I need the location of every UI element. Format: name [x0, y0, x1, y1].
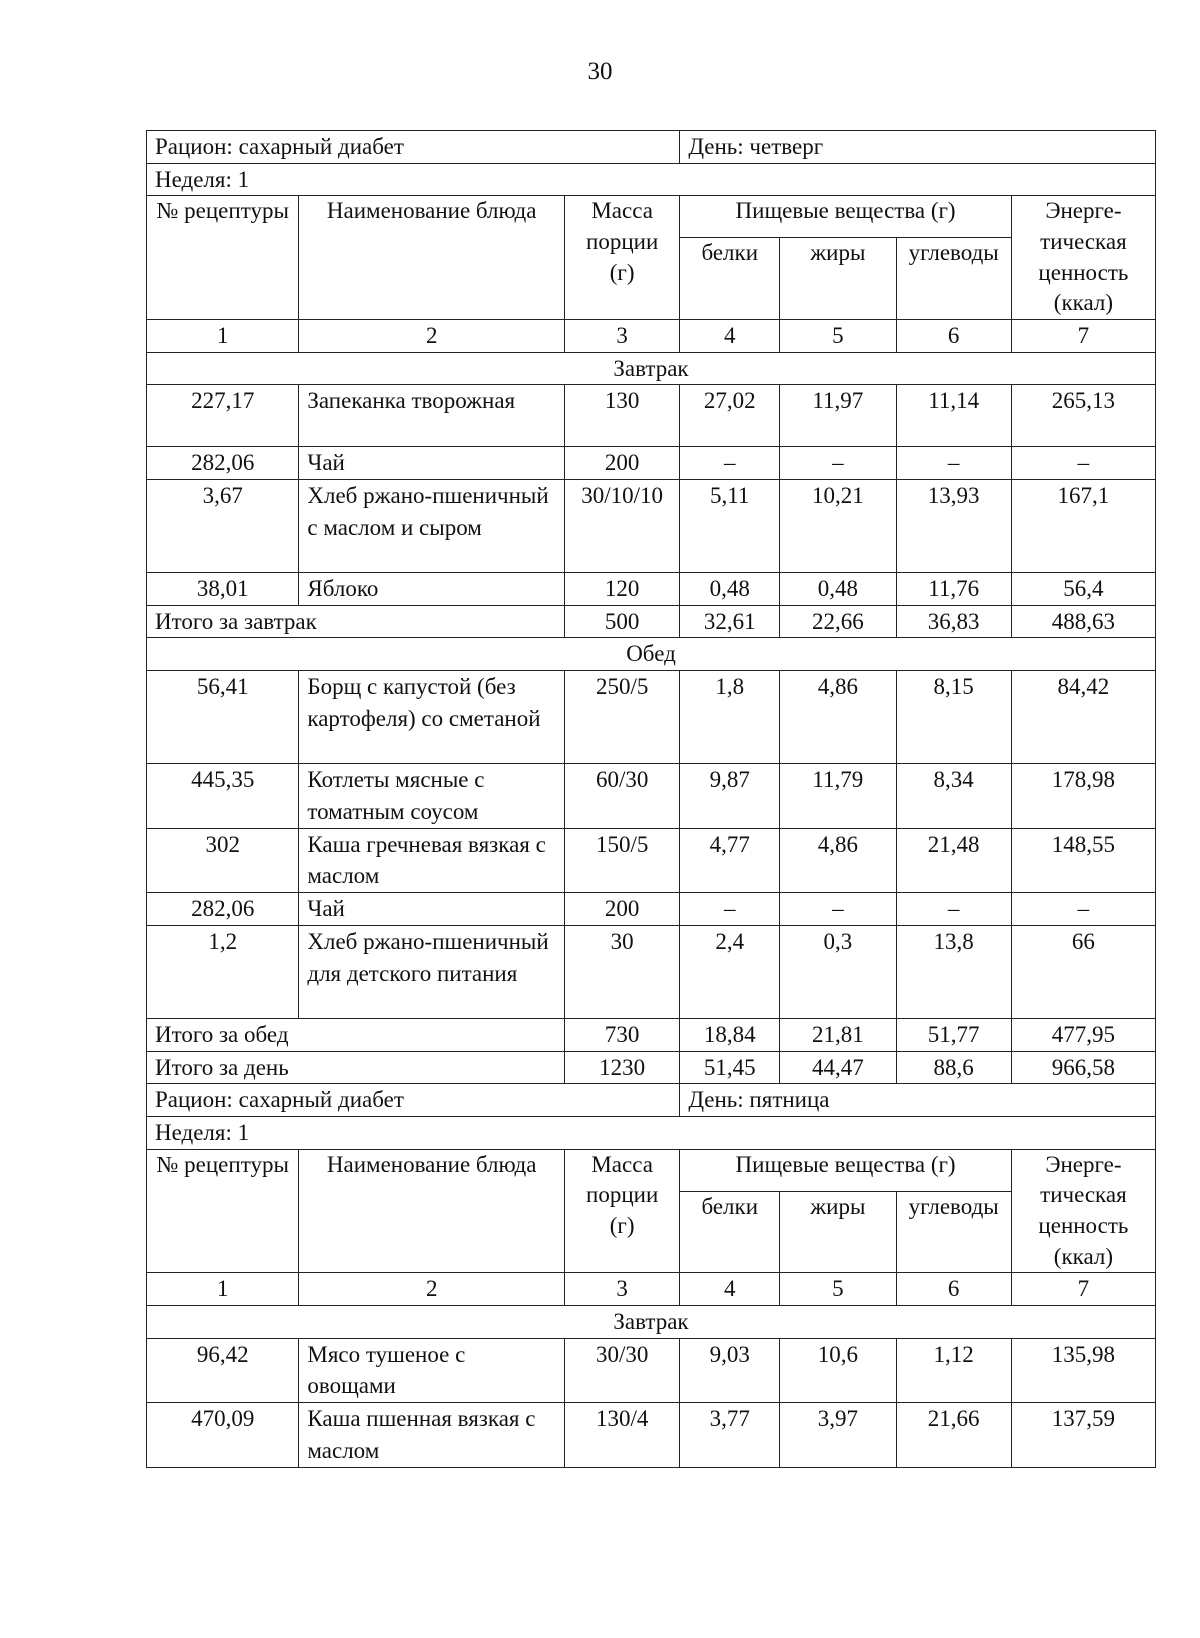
column-number: 4 [680, 319, 780, 352]
value-carbs: – [896, 893, 1011, 926]
header-nutrients: Пищевые вещества (г) [680, 196, 1012, 238]
meal-heading: Завтрак [147, 352, 1156, 385]
column-number: 2 [299, 1273, 565, 1306]
header-carbs: углеводы [896, 1191, 1011, 1273]
value-fat: 4,86 [780, 828, 896, 892]
value-fat: 10,21 [780, 479, 896, 572]
recipe-number: 470,09 [147, 1403, 299, 1467]
day-total-energy: 966,58 [1011, 1051, 1155, 1084]
dish-name: Чай [299, 447, 565, 480]
value-carbs: 21,66 [896, 1403, 1011, 1467]
value-fat: 11,97 [780, 385, 896, 447]
dish-name: Борщ с капустой (без картофеля) со сметаной [299, 671, 565, 764]
portion-mass: 60/30 [565, 764, 680, 828]
dish-row [147, 828, 1156, 892]
day-total-row [147, 1051, 1156, 1084]
value-energy: 66 [1011, 925, 1155, 1018]
header-dish-name: Наименование блюда [299, 196, 565, 319]
total-mass: 500 [565, 605, 680, 638]
dish-name: Котлеты мясные с томатным соусом [299, 764, 565, 828]
column-number: 7 [1011, 319, 1155, 352]
meal-heading: Обед [147, 638, 1156, 671]
column-number: 2 [299, 319, 565, 352]
portion-mass: 30/10/10 [565, 479, 680, 572]
value-carbs: 13,93 [896, 479, 1011, 572]
recipe-number: 38,01 [147, 572, 299, 605]
header-protein: белки [680, 238, 780, 320]
value-protein: 2,4 [680, 925, 780, 1018]
value-fat: 0,3 [780, 925, 896, 1018]
portion-mass: 30/30 [565, 1338, 680, 1402]
portion-mass: 130 [565, 385, 680, 447]
recipe-number: 56,41 [147, 671, 299, 764]
header-fat: жиры [780, 1191, 896, 1273]
diet-menu-table [146, 130, 1156, 1468]
column-number: 5 [780, 319, 896, 352]
day-label: День: пятница [680, 1084, 1156, 1117]
value-carbs: 1,12 [896, 1338, 1011, 1402]
day-total-label: Итого за день [147, 1051, 565, 1084]
diet-info-row [147, 131, 1156, 164]
dish-row [147, 671, 1156, 764]
value-energy: 167,1 [1011, 479, 1155, 572]
portion-mass: 250/5 [565, 671, 680, 764]
header-recipe-no: № рецептуры [147, 1149, 299, 1272]
value-carbs: 21,48 [896, 828, 1011, 892]
column-number: 4 [680, 1273, 780, 1306]
dish-row [147, 447, 1156, 480]
header-protein: белки [680, 1191, 780, 1273]
recipe-number: 282,06 [147, 893, 299, 926]
column-number-row [147, 1273, 1156, 1306]
total-protein: 32,61 [680, 605, 780, 638]
portion-mass: 30 [565, 925, 680, 1018]
value-energy: 265,13 [1011, 385, 1155, 447]
column-number: 3 [565, 1273, 680, 1306]
value-protein: 27,02 [680, 385, 780, 447]
header-energy: Энерге-тическая ценность (ккал) [1011, 196, 1155, 319]
total-fat: 21,81 [780, 1018, 896, 1051]
dish-name: Хлеб ржано-пшеничный с маслом и сыром [299, 479, 565, 572]
column-number: 1 [147, 1273, 299, 1306]
header-fat: жиры [780, 238, 896, 320]
value-protein: 4,77 [680, 828, 780, 892]
meal-total-label: Итого за завтрак [147, 605, 565, 638]
portion-mass: 120 [565, 572, 680, 605]
recipe-number: 302 [147, 828, 299, 892]
value-carbs: 8,15 [896, 671, 1011, 764]
day-label: День: четверг [680, 131, 1156, 164]
meal-total-row [147, 1018, 1156, 1051]
total-energy: 488,63 [1011, 605, 1155, 638]
dish-row [147, 925, 1156, 1018]
day-total-protein: 51,45 [680, 1051, 780, 1084]
recipe-number: 3,67 [147, 479, 299, 572]
day-total-mass: 1230 [565, 1051, 680, 1084]
value-energy: 148,55 [1011, 828, 1155, 892]
value-protein: 1,8 [680, 671, 780, 764]
value-energy: – [1011, 893, 1155, 926]
dish-row [147, 1338, 1156, 1402]
total-fat: 22,66 [780, 605, 896, 638]
column-number: 6 [896, 319, 1011, 352]
total-energy: 477,95 [1011, 1018, 1155, 1051]
dish-name: Чай [299, 893, 565, 926]
dish-name: Каша гречневая вязкая с маслом [299, 828, 565, 892]
recipe-number: 96,42 [147, 1338, 299, 1402]
value-carbs: 11,14 [896, 385, 1011, 447]
column-number: 1 [147, 319, 299, 352]
value-protein: – [680, 447, 780, 480]
meal-heading: Завтрак [147, 1305, 1156, 1338]
value-fat: – [780, 893, 896, 926]
value-fat: 11,79 [780, 764, 896, 828]
header-portion-mass: Масса порции (г) [565, 196, 680, 319]
value-protein: – [680, 893, 780, 926]
portion-mass: 200 [565, 893, 680, 926]
week-label: Неделя: 1 [147, 1117, 1156, 1150]
diet-label: Рацион: сахарный диабет [147, 131, 680, 164]
portion-mass: 200 [565, 447, 680, 480]
header-energy: Энерге-тическая ценность (ккал) [1011, 1149, 1155, 1272]
value-protein: 5,11 [680, 479, 780, 572]
meal-heading-row [147, 1305, 1156, 1338]
dish-name: Яблоко [299, 572, 565, 605]
value-protein: 9,03 [680, 1338, 780, 1402]
value-fat: 4,86 [780, 671, 896, 764]
column-number: 3 [565, 319, 680, 352]
header-carbs: углеводы [896, 238, 1011, 320]
week-row [147, 163, 1156, 196]
recipe-number: 282,06 [147, 447, 299, 480]
column-number-row [147, 319, 1156, 352]
dish-row [147, 1403, 1156, 1467]
dish-name: Мясо тушеное с овощами [299, 1338, 565, 1402]
value-carbs: 13,8 [896, 925, 1011, 1018]
value-carbs: – [896, 447, 1011, 480]
value-carbs: 8,34 [896, 764, 1011, 828]
value-protein: 0,48 [680, 572, 780, 605]
header-portion-mass: Масса порции (г) [565, 1149, 680, 1272]
meal-heading-row [147, 352, 1156, 385]
day-total-carbs: 88,6 [896, 1051, 1011, 1084]
recipe-number: 445,35 [147, 764, 299, 828]
dish-row [147, 572, 1156, 605]
header-row [147, 196, 1156, 238]
meal-total-label: Итого за обед [147, 1018, 565, 1051]
column-number: 6 [896, 1273, 1011, 1306]
value-fat: – [780, 447, 896, 480]
recipe-number: 227,17 [147, 385, 299, 447]
column-number: 5 [780, 1273, 896, 1306]
dish-name: Запеканка творожная [299, 385, 565, 447]
value-energy: 56,4 [1011, 572, 1155, 605]
week-row [147, 1117, 1156, 1150]
diet-label: Рацион: сахарный диабет [147, 1084, 680, 1117]
value-energy: 137,59 [1011, 1403, 1155, 1467]
header-row [147, 1149, 1156, 1191]
value-carbs: 11,76 [896, 572, 1011, 605]
total-carbs: 36,83 [896, 605, 1011, 638]
recipe-number: 1,2 [147, 925, 299, 1018]
portion-mass: 150/5 [565, 828, 680, 892]
value-energy: 135,98 [1011, 1338, 1155, 1402]
value-fat: 3,97 [780, 1403, 896, 1467]
portion-mass: 130/4 [565, 1403, 680, 1467]
value-energy: – [1011, 447, 1155, 480]
header-nutrients: Пищевые вещества (г) [680, 1149, 1012, 1191]
dish-row [147, 479, 1156, 572]
day-total-fat: 44,47 [780, 1051, 896, 1084]
column-number: 7 [1011, 1273, 1155, 1306]
total-mass: 730 [565, 1018, 680, 1051]
dish-row [147, 893, 1156, 926]
dish-name: Каша пшенная вязкая с маслом [299, 1403, 565, 1467]
diet-info-row [147, 1084, 1156, 1117]
value-energy: 178,98 [1011, 764, 1155, 828]
dish-row [147, 764, 1156, 828]
value-fat: 0,48 [780, 572, 896, 605]
value-protein: 3,77 [680, 1403, 780, 1467]
header-dish-name: Наименование блюда [299, 1149, 565, 1272]
dish-name: Хлеб ржано-пшеничный для детского питания [299, 925, 565, 1018]
value-protein: 9,87 [680, 764, 780, 828]
week-label: Неделя: 1 [147, 163, 1156, 196]
header-recipe-no: № рецептуры [147, 196, 299, 319]
total-carbs: 51,77 [896, 1018, 1011, 1051]
dish-row [147, 385, 1156, 447]
meal-total-row [147, 605, 1156, 638]
page-number: 30 [587, 58, 613, 85]
total-protein: 18,84 [680, 1018, 780, 1051]
meal-heading-row [147, 638, 1156, 671]
value-energy: 84,42 [1011, 671, 1155, 764]
value-fat: 10,6 [780, 1338, 896, 1402]
